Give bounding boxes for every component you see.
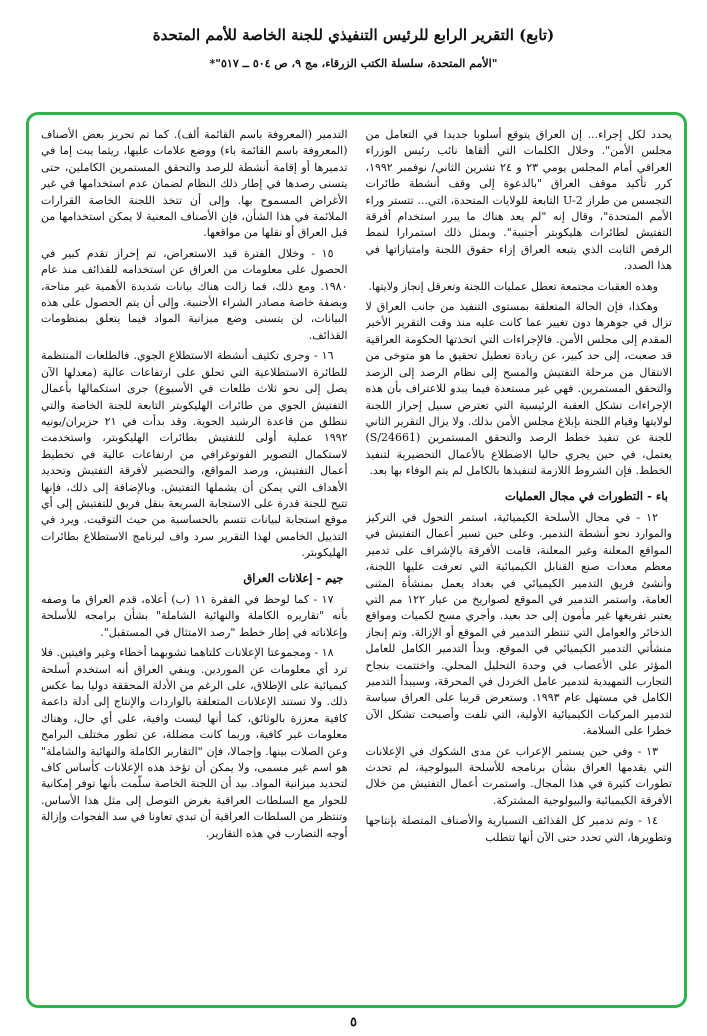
source-citation: "الأمم المتحدة، سلسلة الكتب الزرقاء، مج ٩، ص ٥٠٤ ــ ٥١٧"* [209,57,498,70]
bordered-content-frame [26,112,687,1008]
document-title: (تابع) التقرير الرابع للرئيس التنفيذي للجنة الخاصة للأمم المتحدة [152,26,555,44]
page-number: ٥ [350,1015,357,1030]
column-right [366,127,673,995]
paragraph: ١٦ - وجرى تكثيف أنشطة الاستطلاع الجوي. فالطلعات المنتظمة للطائرة الاستطلاعية التي تحلق على ارتفاعات عالية (معدلها الآن يصل إلى نحو ثلاث طلعات في الأسبوع) جرى استكمالها بأعمال التفتيش الجوي من طائرات الهليكوبتر التابعة للجنة الخاصة والتي تنطلق من قاعدة الرشيد الجوية. وقد بدأت في ٢١ حزيران/يونيه ١٩٩٢ عملية أولى للتفتيش بطائرات الهليكوبتر، واستخدمت لاستكمال التصوير الفوتوغرافي من ارتفاعات عالية في تخطيط أعمال التفتيش، ورصد المواقع، والتحضير لأفرقة التفتيش وتحديد الأهداف التي يمكن أن يشملها التفتيش. وبالإضافة إلى ذلك، فإنها تتيح للجنة قدرة على الاستجابة السريعة بنقل فريق للتفتيش إلى أي موقع استجابة لبيانات تتسم بالحساسية من حيث التوقيت. ويرد في التذييل الخامس لهذا التقرير سرد واف لبرنامج الاستطلاع بطائرات الهليكوبتر. [41,349,348,560]
paragraph: ١٣ - وفي حين يستمر الإعراب عن مدى الشكوك في الإعلانات التي يقدمها العراق بشأن برنامجه للأسلحة البيولوجية، لم تحدث تطورات كثيرة في هذا المجال. واستمرت أعمال التفتيش من خلال الأفرقة الكيميائية والبيولوجية المشتركة. [365,744,672,807]
paragraph: ١٧ - كما لوحظ في الفقرة ١١ (ب) أعلاه، قدم العراق ما وصفه بأنه "تقاريره الكاملة والنهائية الشاملة" بشأن برامجه للأسلحة وإعلاناته في إطار خطط "رصد الامتثال في المستقبل". [41,592,348,639]
section-heading: باء - التطورات في مجال العمليات [504,488,668,503]
paragraph: وهكذا، فإن الحالة المتعلقة بمستوى التنفيذ من جانب العراق لا تزال في جوهرها دون تغيير عما كانت عليه منذ وقت التقرير الأخير المقدم إلى مجلس الأمن. فالإجراءات التي اتخذتها الحكومة العراقية قد صعبت، إلى حد كبير، عن زيادة تعطيل تحقيق ما هو متوخى من الانتقال من مرحلة التفتيش والمسح إلى نظام الرصد إلى الرصد والتحقق المستمرين. فهي غير مستعدة فيما يبدو للاعتراف بأن هذه الإجراءات تشكل العقبة الرئيسية التي تعترض سبيل إحراز اللجنة لولايتها وقيام اللجنة بإبلاغ مجلس الأمن بذلك. ولا يزال التقرير الثاني للجنة عن تنفيذ خطط الرصد والتحقق المستمرين (S/24661) يعتمل، في حين يجري حاليا الاضطلاع بالأعمال التحضيرية لتنفيذ الخطط. فإن الشروط اللازمة لتنفيذها بالكامل لم يتم الوفاء بها بعد. [365,300,672,478]
paragraph: ١٥ - وخلال الفترة قيد الاستعراض، تم إحراز تقدم كبير في الحصول على معلومات من العراق عن استخدامه للقذائف منذ عام ١٩٨٠. ومع ذلك، فما زالت هناك بيانات شديدة الأهمية غير متاحة، وبصفة خاصة مصادر الشراء الأجنبية. وإلى أن يتم الحصول على هذه البيانات، لن يتسنى وضع ميزانية المواد فيما يتعلق بمنظومات القذائف. [41,246,348,342]
document-header [0,0,707,70]
paragraph: التدمير (المعروفة باسم القائمة ألف). كما تم تحريز بعض الأصناف (المعروفة باسم القائمة باء) ووضع علامات عليها، ريثما يبت إما في تدميرها أو إقامة أنشطة للرصد والتحقق المستمرين الكاملين، حتى يتسنى رصدها في إطار ذلك النظام لضمان عدم استخدامها في غير الأغراض المسموح بها. وإلى أن تتخذ اللجنة الخاصة القرارات الملائمة في هذا الشأن، فإن الأصناف المعنية لا يمكن استخدامها من قبل العراق أو نقلها من مواقعها. [41,128,348,240]
two-column-layout [41,127,672,995]
paragraph: يحدد لكل إجراء... إن العراق يتوقع أسلوبا جديدا في التعامل من مجلس الأمن". وخلال الكلمات التي ألقاها نائب رئيس الوزراء العراقي أمام المجلس يومي ٢٣ و ٢٤ تشرين الثاني/ نوفمبر ١٩٩٢، كرر تأكيد موقف العراق "بالدعوة إلى وقف أنشطة طائرات التجسس من طراز U-2 التابعة للولايات المتحدة، التي... تتستر وراء الأمم المتحدة"، وقال إنه "لم يعد هناك ما يبرر استخدام أفرقة التفتيش لطائرات هليكوبتر أجنبية". ويمثل ذلك استمرارا لنمط الرفض الثابت الذي يتبعه العراق إزاء حقوق اللجنة وامتيازاتها في هذا الصدد. [365,128,672,273]
paragraph: وهذه العقبات مجتمعة تعطل عمليات اللجنة وتعرقل إنجاز ولايتها. [368,279,658,293]
paragraph: ١٢ - في مجال الأسلحة الكيميائية، استمر التحول في التركيز والموارد نحو أنشطة التدمير. وعلى حين تسير أعمال التفتيش في المواقع المعلنة وغير المعلنة، قامت الأفرقة بالإشراف على تدمير معظم معدات صنع القنابل الكيميائية التي تعرفت عليها اللجنة، وأنشئ فريق التدمير الكيميائي في بغداد يعمل بمنشأة المثنى العامة، واستمر التدمير في الموقع لصواريخ من عيار ١٢٢ مم التي يعتبر تفريغها غير مأمون إلى حد بعيد. وأجري مسح لكميات ومواقع الذخائر والعوامل التي تنتظر التدمير في الموقع أو الإزالة. وتم إنجاز منشأتي التدمير الكيميائي في الموقع. وبدأ التدمير الكامل للعامل المؤثر على الأعصاب في وحدة التحليل المحلي. واختتمت بنجاح التجارب التمهيدية لتدمير عامل الخردل في المحرقة، وسيبدأ التدمير الكامل في مستهل عام ١٩٩٣. وستعرض قريبا على العراق سياسة لتدمير المركبات الكيميائية الأولية، التي تلفت وأصبحت تشكل الآن خطرا على السلامة. [365,510,672,738]
paragraph: ١٨ - ومجموعتا الإعلانات كلتاهما تشوبهما أخطاء وغير وافيتين. فلا ترد أي معلومات عن الموردين. وينفي العراق أنه استخدم أسلحة كيميائية على الإطلاق، على الرغم من الأدلة المحققة دوليا بما عكس ذلك. ولا تستند الإعلانات المتعلقة بالواردات والإنتاج إلى أدلة داعمة كافية معززة بالوثائق، كما أنها ليست وافية، على أي حال، وهناك معلومات غير كافية، وربما كانت مضللة، عن تطور مختلف البرامج وعن الصلات بينها. وإجمالا، فإن "التقارير الكاملة والنهائية والشاملة" هو اسم غير مسمى، ولا يمكن أن تؤخذ هذه الإعلانات كأساس كاف لتحديد ميزانية المواد. بيد أن اللجنة الخاصة سلّمت بأنها توفر إمكانية للحوار مع السلطات العراقية بغرض التوصل إلى مثل هذا الأساس. وتنتظر من السلطات العراقية أن تبدي تعاونا في سد الفجوات وإزالة أوجه التضارب في هذه التقارير. [41,646,348,840]
paragraph: ١٤ - وتم تدمير كل القذائف التسيارية والأصناف المتصلة بإنتاجها وتطويرها، التي تحدد حتى الآن أنها تتطلب [365,814,672,844]
section-heading: جيم - إعلانات العراق [243,570,344,585]
column-left [41,127,348,995]
